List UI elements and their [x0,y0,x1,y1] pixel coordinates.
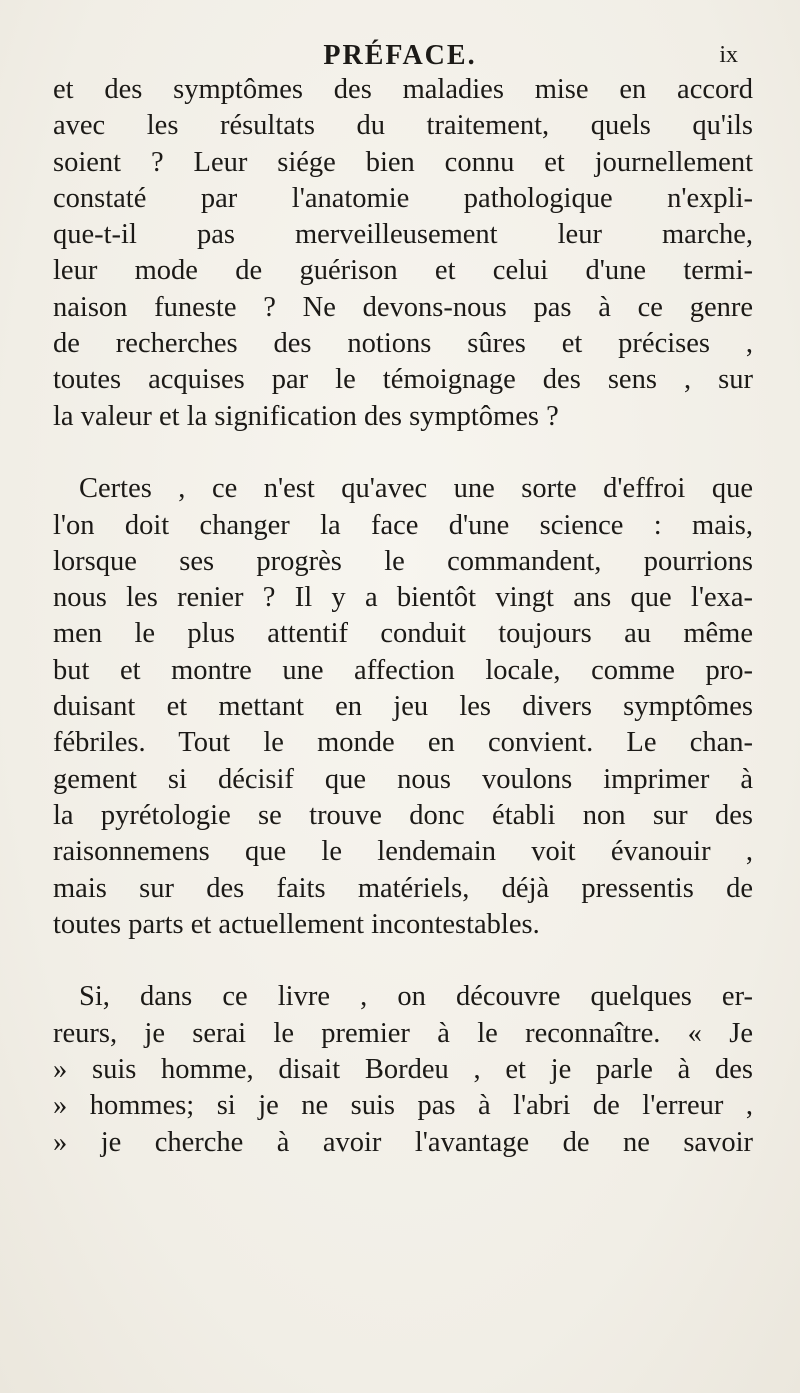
text-line: mais sur des faits matériels, déjà pressentis de [53,872,753,904]
text-line: men le plus attentif conduit toujours au même [53,618,753,650]
text-line: et des symptômes des maladies mise en accord [53,74,753,105]
text-line: que-t-il pas merveilleusement leur marche, [53,219,753,251]
text-line: duisant et mettant en jeu les divers symptômes [53,691,753,723]
text-line: Si, dans ce livre , on découvre quelques er- [79,981,753,1013]
text-line: Certes , ce n'est qu'avec une sorte d'effroi que [79,473,753,505]
text-line: lorsque ses progrès le commandent, pourrions [53,545,753,577]
page-header [60,40,740,76]
running-title: PRÉFACE. [323,40,477,71]
text-line: gement si décisif que nous voulons imprimer à [53,763,753,795]
text-line: constaté par l'anatomie pathologique n'expli- [53,182,753,214]
text-line: soient ? Leur siége bien connu et journellement [53,146,753,178]
text-line: naison funeste ? Ne devons-nous pas à ce genre [53,291,753,323]
text-line: fébriles. Tout le monde en convient. Le chan- [53,727,753,759]
text-line: » hommes; si je ne suis pas à l'abri de l'erreur , [53,1090,753,1122]
text-line: l'on doit changer la face d'une science : mais, [53,509,753,541]
paragraph-1 [53,72,753,435]
body-text [53,72,753,1161]
text-line: reurs, je serai le premier à le reconnaître. « Je [53,1017,753,1049]
paragraph-3 [53,979,753,1160]
text-line: leur mode de guérison et celui d'une termi- [53,255,753,287]
text-line: raisonnemens que le lendemain voit évanouir , [53,836,753,868]
text-line: toutes acquises par le témoignage des sens , sur [53,364,753,396]
text-line: la pyrétologie se trouve donc établi non sur des [53,799,753,831]
text-line: » je cherche à avoir l'avantage de ne savoir [53,1126,753,1158]
text-line: la valeur et la signification des symptômes ? [53,400,559,432]
text-line: avec les résultats du traitement, quels qu'ils [53,110,753,142]
text-line: » suis homme, disait Bordeu , et je parle à des [53,1054,753,1086]
text-line: nous les renier ? Il y a bientôt vingt ans que l'exa- [53,582,753,614]
text-line: but et montre une affection locale, comme pro- [53,654,753,686]
text-line: toutes parts et actuellement incontestables. [53,908,540,940]
paragraph-2 [53,471,753,943]
page-number: ix [719,42,738,68]
text-line: de recherches des notions sûres et précises , [53,328,753,360]
